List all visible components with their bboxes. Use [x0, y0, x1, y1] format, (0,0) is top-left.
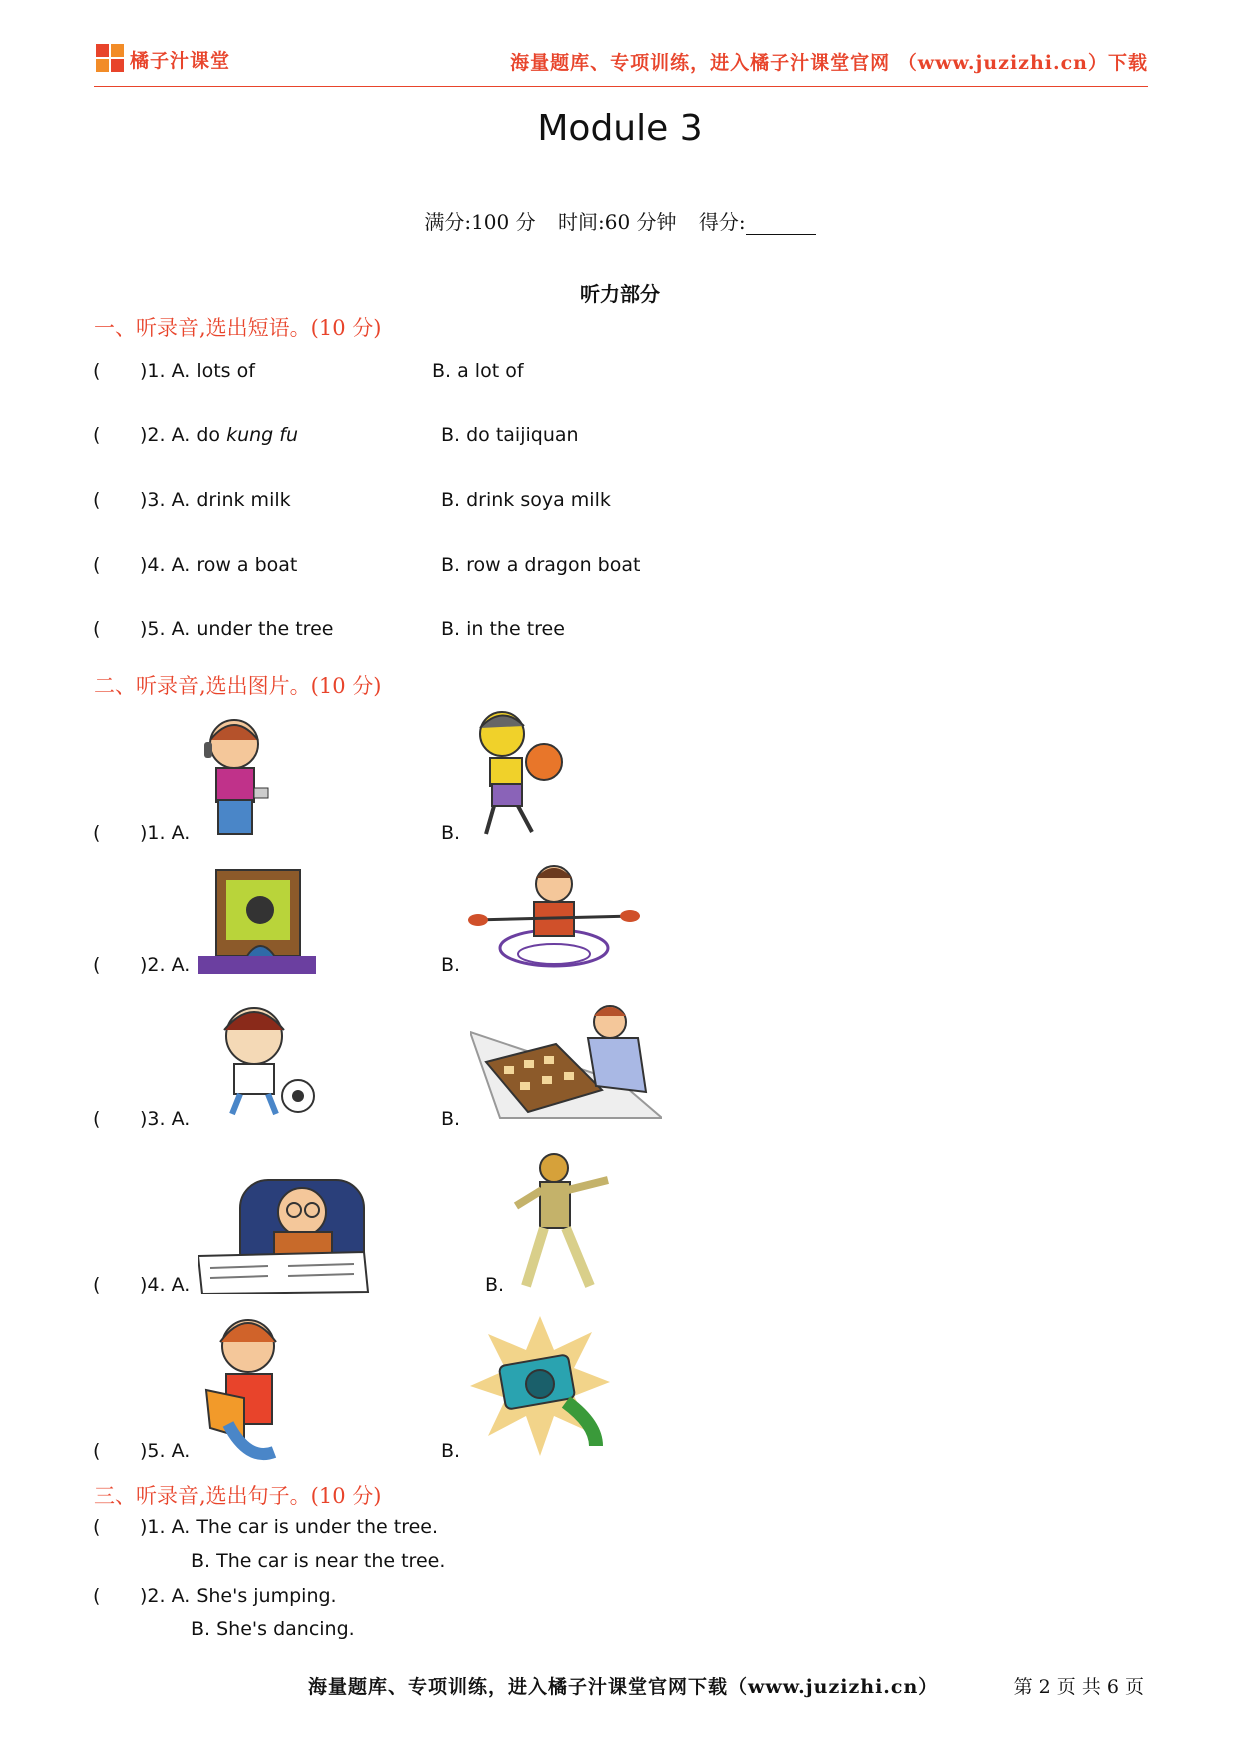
option-a: )1. A. The car is under the tree.	[140, 1516, 439, 1538]
option-a: )2. A. She's jumping.	[140, 1585, 337, 1607]
answer-paren[interactable]: (	[93, 618, 101, 640]
option-b: B. in the tree	[441, 618, 565, 640]
answer-paren[interactable]: (	[93, 1274, 101, 1296]
score-blank[interactable]	[746, 216, 816, 235]
option-a: )5. A. under the tree	[140, 618, 334, 640]
answer-paren[interactable]: (	[93, 954, 101, 976]
logo-text: 橘子汁课堂	[130, 49, 231, 72]
logo	[96, 44, 230, 74]
score-field	[699, 210, 816, 234]
score-line	[0, 206, 1240, 235]
boy-playing-basketball-picture	[466, 704, 566, 842]
answer-paren[interactable]: (	[93, 822, 101, 844]
answer-paren[interactable]: (	[93, 1108, 101, 1130]
option-b: B. She's dancing.	[191, 1618, 355, 1640]
grandpa-reading-newspaper-picture	[198, 1172, 374, 1294]
option-a: )3. A.	[140, 1108, 191, 1130]
answer-paren[interactable]: (	[93, 1585, 101, 1607]
option-b: B.	[441, 1440, 461, 1462]
page-title: Module 3	[537, 108, 703, 149]
option-b: B. a lot of	[432, 360, 524, 382]
boy-playing-football-picture	[206, 1000, 318, 1118]
answer-paren[interactable]: (	[93, 424, 101, 446]
option-b: B. row a dragon boat	[441, 554, 641, 576]
option-a: )5. A.	[140, 1440, 191, 1462]
man-playing-chess-picture	[470, 1002, 662, 1128]
boy-rowing-boat-picture	[466, 858, 642, 976]
answer-paren[interactable]: (	[93, 1440, 101, 1462]
option-b: B. do taijiquan	[441, 424, 579, 446]
section-1-heading: 一、听录音,选出短语。(10 分)	[94, 316, 382, 340]
option-b: B. drink soya milk	[441, 489, 611, 511]
option-a: )2. A.	[140, 954, 191, 976]
answer-paren[interactable]: (	[93, 1516, 101, 1538]
section-2-heading: 二、听录音,选出图片。(10 分)	[94, 674, 382, 698]
answer-paren[interactable]: (	[93, 360, 101, 382]
page-number: 第 2 页 共 6 页	[1013, 1676, 1144, 1698]
boy-watching-tv-picture	[198, 862, 316, 974]
option-a: )1. A.	[140, 822, 191, 844]
option-a: )4. A.	[140, 1274, 191, 1296]
full-score: 满分:100 分	[424, 210, 536, 234]
answer-paren[interactable]: (	[93, 554, 101, 576]
option-a-text: )2. A. do	[140, 424, 227, 446]
taking-photos-camera-picture	[470, 1316, 610, 1458]
section-3-heading: 三、听录音,选出句子。(10 分)	[94, 1484, 382, 1508]
option-a	[140, 424, 298, 446]
option-b: B. The car is near the tree.	[191, 1550, 446, 1572]
score-label: 得分:	[698, 210, 746, 234]
header-slogan: 海量题库、专项训练，进入橘子汁课堂官网 （www.juzizhi.cn）下载	[510, 52, 1148, 74]
boy-reading-book-picture	[204, 1312, 288, 1462]
logo-mark-icon	[96, 44, 126, 74]
man-doing-taijiquan-picture	[512, 1150, 614, 1292]
option-a-italic: kung fu	[226, 424, 298, 446]
option-b: B.	[485, 1274, 505, 1296]
part-title: 听力部分	[580, 282, 660, 306]
time-limit: 时间:60 分钟	[557, 210, 677, 234]
header-divider	[94, 86, 1148, 87]
footer-slogan: 海量题库、专项训练，进入橘子汁课堂官网下载（www.juzizhi.cn）	[308, 1676, 939, 1698]
option-a: )1. A. lots of	[140, 360, 255, 382]
boy-listening-music-picture	[196, 712, 276, 842]
option-b: B.	[441, 822, 461, 844]
option-b: B.	[441, 954, 461, 976]
answer-paren[interactable]: (	[93, 489, 101, 511]
option-a: )3. A. drink milk	[140, 489, 291, 511]
option-b: B.	[441, 1108, 461, 1130]
option-a: )4. A. row a boat	[140, 554, 298, 576]
